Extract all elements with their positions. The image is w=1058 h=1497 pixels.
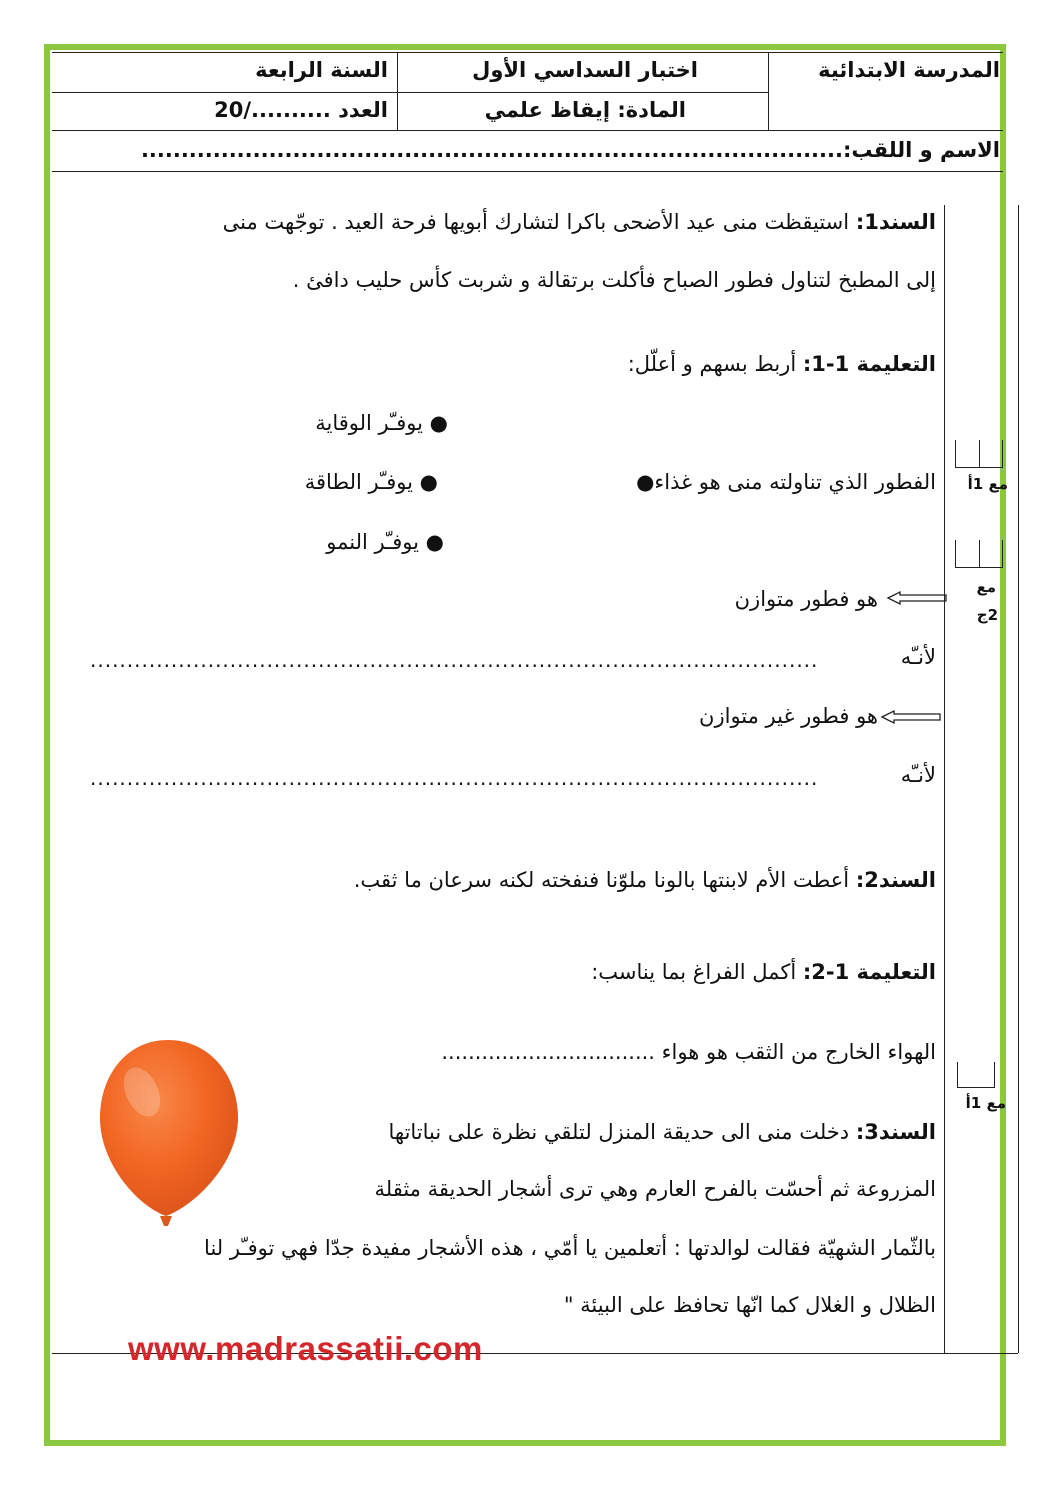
task21-sentence[interactable]: الهواء الخارج من الثقب هو هواء ................................	[441, 1040, 936, 1064]
grade-field[interactable]: العدد ........../20	[214, 98, 388, 122]
school-year: السنة الرابعة	[255, 58, 388, 82]
because-1-label: لأنـّه	[900, 645, 936, 669]
option-energy-label: يوفـّر الطاقة	[304, 470, 413, 494]
unbalanced-option[interactable]: هو فطور غير متوازن	[699, 704, 878, 728]
sanad3-line4: الظلال و الغلال كما انّها تحافظ على البيئة "	[563, 1293, 936, 1317]
task11-label: التعليمة 1-1:	[802, 352, 936, 376]
task21-text: أكمل الفراغ بما يناسب:	[591, 960, 797, 984]
because-1	[901, 645, 936, 669]
task11-text: أربط بسهم و أعلّل:	[627, 352, 797, 376]
student-name-field[interactable]: الاسم و اللقب:........................................................................................	[140, 138, 1000, 162]
school-name: المدرسة الابتدائية	[818, 58, 1000, 82]
because-2-label: لأنـّه	[900, 763, 936, 787]
score-box-2-divider	[979, 540, 980, 568]
sanad3-line3: بالثّمار الشهيّة فقالت لوالدتها : أتعلمين يا أمّي ، هذه الأشجار مفيدة جدّا فهي توفـّر لنا	[204, 1236, 936, 1260]
option-energy[interactable]: ● يوفـّر الطاقة	[304, 470, 438, 494]
sanad2-line	[354, 868, 936, 892]
score-column-line	[944, 205, 945, 1353]
header-divider-2	[768, 52, 769, 130]
sanad3-label: السند3:	[855, 1120, 936, 1144]
score-box-3[interactable]	[957, 1062, 995, 1088]
header-row-line	[52, 92, 768, 93]
score-column-outer-line	[1018, 205, 1019, 1353]
score-label-3: مع 1أ	[965, 1094, 1006, 1112]
answer-line-2[interactable]: ...................................................................................................	[90, 766, 819, 790]
subject: المادة: إيقاظ علمي	[484, 98, 686, 122]
sanad1-label: السند1:	[855, 210, 936, 234]
sanad2-label: السند2:	[855, 868, 936, 892]
sanad3-line1	[388, 1120, 936, 1144]
option-growth[interactable]: ● يوفـّر النمو	[326, 530, 444, 554]
task21-label: التعليمة 1-2:	[802, 960, 936, 984]
score-box-1-divider	[979, 440, 980, 468]
breakfast-phrase[interactable]: الفطور الذي تناولته منى هو غذاء●	[636, 470, 936, 494]
balanced-option[interactable]: هو فطور متوازن	[734, 587, 878, 611]
sanad1-line1	[223, 210, 936, 234]
option-growth-label: يوفـّر النمو	[326, 530, 419, 554]
task21-line	[591, 960, 936, 984]
header-bottom-line	[52, 130, 1003, 131]
arrow-balanced-icon	[886, 590, 948, 606]
because-2	[901, 763, 936, 787]
sanad3-line2: المزروعة ثم أحسّت بالفرح العارم وهي ترى أشجار الحديقة مثقلة	[374, 1177, 936, 1201]
score-label-1: مع 1أ	[967, 475, 1008, 493]
sanad1-line2: إلى المطبخ لتناول فطور الصباح فأكلت برتقالة و شربت كأس حليب دافئ .	[292, 268, 936, 292]
score-label-2b: 2ج	[976, 606, 998, 624]
balloon-image	[96, 1036, 244, 1232]
header-divider-1	[397, 52, 398, 130]
breakfast-phrase-label: الفطور الذي تناولته منى هو غذاء	[654, 470, 936, 494]
score-label-2a: مع	[976, 578, 996, 596]
website-watermark[interactable]: www.madrassatii.com	[128, 1330, 483, 1367]
arrow-unbalanced-icon	[880, 709, 942, 725]
exam-title: اختبار السداسي الأول	[472, 58, 698, 82]
name-row-line	[52, 171, 1003, 172]
sanad2-text: أعطت الأم لابنتها بالونا ملوّنا فنفخته لكنه سرعان ما ثقب.	[353, 868, 850, 892]
header-top-line	[52, 52, 1003, 53]
answer-line-1[interactable]: ...................................................................................................	[90, 648, 819, 672]
option-protection[interactable]: ● يوفـّر الوقاية	[315, 411, 448, 435]
sanad1-text1: استيقظت منى عيد الأضحى باكرا لتشارك أبويها فرحة العيد . توجّهت منى	[222, 210, 850, 234]
option-protection-label: يوفـّر الوقاية	[315, 411, 423, 435]
sanad3-text1: دخلت منى الى حديقة المنزل لتلقي نظرة على نباتاتها	[388, 1120, 850, 1144]
task11-line	[628, 352, 936, 376]
